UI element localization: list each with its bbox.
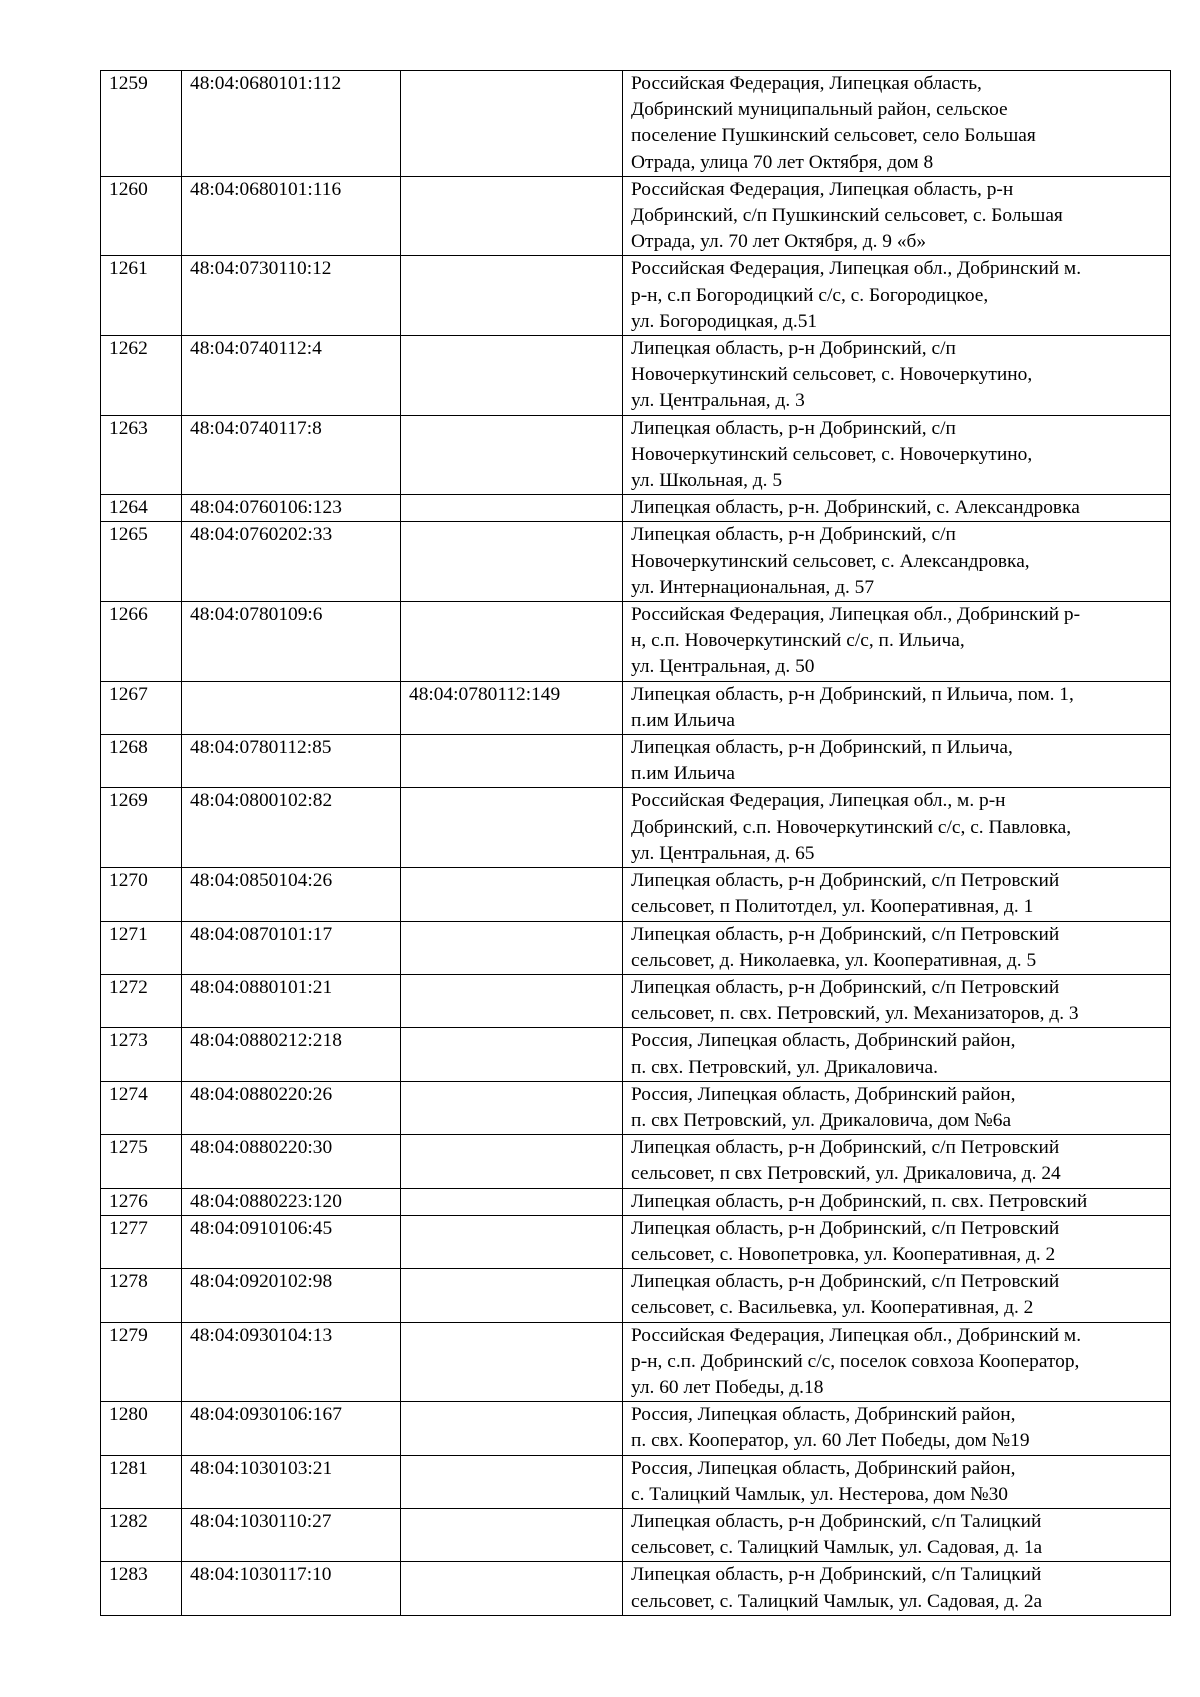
row-number-cell: 1274 xyxy=(101,1081,182,1134)
address-cell: Липецкая область, р-н Добринский, с/п Новочеркутинский сельсовет, с. Новочеркутино, ул. Школьная, д. 5 xyxy=(623,415,1171,495)
related-cadastral-number-cell xyxy=(401,256,623,336)
row-number-cell: 1270 xyxy=(101,868,182,921)
table-row xyxy=(101,735,1171,788)
address-cell: Липецкая область, р-н Добринский, с/п Петровский сельсовет, с. Васильевка, ул. Кооперативная, д. 2 xyxy=(623,1269,1171,1322)
table-row xyxy=(101,1455,1171,1508)
related-cadastral-number-cell xyxy=(401,1455,623,1508)
address-cell: Липецкая область, р-н. Добринский, с. Александровка xyxy=(623,495,1171,522)
table-row xyxy=(101,681,1171,734)
cadastral-number-cell: 48:04:0930106:167 xyxy=(182,1402,401,1455)
cadastral-number-cell: 48:04:0880220:30 xyxy=(182,1135,401,1188)
row-number-cell: 1282 xyxy=(101,1508,182,1561)
row-number-cell: 1283 xyxy=(101,1562,182,1615)
related-cadastral-number-cell xyxy=(401,71,623,177)
row-number-cell: 1259 xyxy=(101,71,182,177)
table-row xyxy=(101,1402,1171,1455)
address-cell: Липецкая область, р-н Добринский, с/п Петровский сельсовет, п. свх. Петровский, ул. Механизаторов, д. 3 xyxy=(623,974,1171,1027)
row-number-cell: 1262 xyxy=(101,336,182,416)
related-cadastral-number-cell xyxy=(401,735,623,788)
address-cell: Липецкая область, р-н Добринский, п Ильича, п.им Ильича xyxy=(623,735,1171,788)
cadastral-number-cell: 48:04:0780112:85 xyxy=(182,735,401,788)
address-cell: Липецкая область, р-н Добринский, с/п Петровский сельсовет, п Политотдел, ул. Кооперативная, д. 1 xyxy=(623,868,1171,921)
cadastral-number-cell: 48:04:0740117:8 xyxy=(182,415,401,495)
table-row xyxy=(101,1188,1171,1215)
address-cell: Липецкая область, р-н Добринский, с/п Новочеркутинский сельсовет, с. Александровка, ул. Интернациональная, д. 57 xyxy=(623,522,1171,602)
cadastral-number-cell: 48:04:0910106:45 xyxy=(182,1215,401,1268)
related-cadastral-number-cell xyxy=(401,1322,623,1402)
row-number-cell: 1264 xyxy=(101,495,182,522)
row-number-cell: 1272 xyxy=(101,974,182,1027)
table-row xyxy=(101,1269,1171,1322)
row-number-cell: 1273 xyxy=(101,1028,182,1081)
cadastral-number-cell: 48:04:0680101:112 xyxy=(182,71,401,177)
related-cadastral-number-cell xyxy=(401,1215,623,1268)
cadastral-number-cell: 48:04:0880220:26 xyxy=(182,1081,401,1134)
address-cell: Россия, Липецкая область, Добринский район, с. Талицкий Чамлык, ул. Нестерова, дом №30 xyxy=(623,1455,1171,1508)
address-cell: Российская Федерация, Липецкая обл., Добринский м. р-н, с.п Богородицкий с/с, с. Богородицкое, ул. Богородицкая, д.51 xyxy=(623,256,1171,336)
related-cadastral-number-cell xyxy=(401,495,623,522)
row-number-cell: 1269 xyxy=(101,788,182,868)
related-cadastral-number-cell xyxy=(401,415,623,495)
row-number-cell: 1279 xyxy=(101,1322,182,1402)
row-number-cell: 1281 xyxy=(101,1455,182,1508)
related-cadastral-number-cell xyxy=(401,1188,623,1215)
address-cell: Россия, Липецкая область, Добринский район, п. свх Петровский, ул. Дрикаловича, дом №6а xyxy=(623,1081,1171,1134)
address-cell: Российская Федерация, Липецкая обл., м. р-н Добринский, с.п. Новочеркутинский с/с, с. Павловка, ул. Центральная, д. 65 xyxy=(623,788,1171,868)
cadastral-number-cell: 48:04:0920102:98 xyxy=(182,1269,401,1322)
related-cadastral-number-cell xyxy=(401,788,623,868)
row-number-cell: 1260 xyxy=(101,176,182,256)
row-number-cell: 1265 xyxy=(101,522,182,602)
address-cell: Липецкая область, р-н Добринский, с/п Петровский сельсовет, п свх Петровский, ул. Дрикаловича, д. 24 xyxy=(623,1135,1171,1188)
related-cadastral-number-cell xyxy=(401,1402,623,1455)
address-cell: Липецкая область, р-н Добринский, с/п Новочеркутинский сельсовет, с. Новочеркутино, ул. Центральная, д. 3 xyxy=(623,336,1171,416)
row-number-cell: 1271 xyxy=(101,921,182,974)
table-row xyxy=(101,1135,1171,1188)
table-row xyxy=(101,868,1171,921)
address-cell: Липецкая область, р-н Добринский, с/п Талицкий сельсовет, с. Талицкий Чамлык, ул. Садовая, д. 1а xyxy=(623,1508,1171,1561)
row-number-cell: 1266 xyxy=(101,602,182,682)
related-cadastral-number-cell xyxy=(401,1508,623,1561)
table-row xyxy=(101,788,1171,868)
row-number-cell: 1268 xyxy=(101,735,182,788)
row-number-cell: 1263 xyxy=(101,415,182,495)
table-row xyxy=(101,1322,1171,1402)
cadastral-number-cell: 48:04:0740112:4 xyxy=(182,336,401,416)
related-cadastral-number-cell xyxy=(401,868,623,921)
row-number-cell: 1280 xyxy=(101,1402,182,1455)
row-number-cell: 1277 xyxy=(101,1215,182,1268)
cadastral-number-cell: 48:04:0880212:218 xyxy=(182,1028,401,1081)
related-cadastral-number-cell xyxy=(401,974,623,1027)
address-cell: Липецкая область, р-н Добринский, п. свх. Петровский xyxy=(623,1188,1171,1215)
related-cadastral-number-cell xyxy=(401,336,623,416)
address-cell: Российская Федерация, Липецкая область, р-н Добринский, с/п Пушкинский сельсовет, с. Большая Отрада, ул. 70 лет Октября, д. 9 «б» xyxy=(623,176,1171,256)
row-number-cell: 1267 xyxy=(101,681,182,734)
cadastral-number-cell: 48:04:0760106:123 xyxy=(182,495,401,522)
table-row xyxy=(101,1215,1171,1268)
cadastral-number-cell: 48:04:0800102:82 xyxy=(182,788,401,868)
address-cell: Российская Федерация, Липецкая обл., Добринский м. р-н, с.п. Добринский с/с, поселок совхоза Кооператор, ул. 60 лет Победы, д.18 xyxy=(623,1322,1171,1402)
table-row xyxy=(101,336,1171,416)
cadastral-number-cell: 48:04:0780109:6 xyxy=(182,602,401,682)
related-cadastral-number-cell xyxy=(401,1562,623,1615)
table-row xyxy=(101,974,1171,1027)
address-cell: Липецкая область, р-н Добринский, с/п Талицкий сельсовет, с. Талицкий Чамлык, ул. Садовая, д. 2а xyxy=(623,1562,1171,1615)
cadastral-number-cell: 48:04:0680101:116 xyxy=(182,176,401,256)
table-row xyxy=(101,495,1171,522)
cadastral-number-cell: 48:04:1030117:10 xyxy=(182,1562,401,1615)
related-cadastral-number-cell xyxy=(401,1028,623,1081)
row-number-cell: 1278 xyxy=(101,1269,182,1322)
related-cadastral-number-cell xyxy=(401,1135,623,1188)
table-row xyxy=(101,1562,1171,1615)
cadastral-number-cell: 48:04:0930104:13 xyxy=(182,1322,401,1402)
table-row xyxy=(101,71,1171,177)
related-cadastral-number-cell xyxy=(401,1081,623,1134)
table-body xyxy=(101,71,1171,1616)
related-cadastral-number-cell xyxy=(401,1269,623,1322)
table-row xyxy=(101,176,1171,256)
related-cadastral-number-cell xyxy=(401,921,623,974)
related-cadastral-number-cell: 48:04:0780112:149 xyxy=(401,681,623,734)
cadastral-number-cell: 48:04:0880223:120 xyxy=(182,1188,401,1215)
table-row xyxy=(101,522,1171,602)
address-cell: Россия, Липецкая область, Добринский район, п. свх. Петровский, ул. Дрикаловича. xyxy=(623,1028,1171,1081)
address-cell: Российская Федерация, Липецкая область, Добринский муниципальный район, сельское поселение Пушкинский сельсовет, село Большая Отрада, улица 70 лет Октября, дом 8 xyxy=(623,71,1171,177)
row-number-cell: 1275 xyxy=(101,1135,182,1188)
table-row xyxy=(101,921,1171,974)
address-cell: Липецкая область, р-н Добринский, с/п Петровский сельсовет, д. Николаевка, ул. Кооперативная, д. 5 xyxy=(623,921,1171,974)
cadastral-number-cell xyxy=(182,681,401,734)
address-cell: Российская Федерация, Липецкая обл., Добринский р- н, с.п. Новочеркутинский с/с, п. Ильича, ул. Центральная, д. 50 xyxy=(623,602,1171,682)
table-row xyxy=(101,1508,1171,1561)
cadastral-number-cell: 48:04:0880101:21 xyxy=(182,974,401,1027)
table-row xyxy=(101,1081,1171,1134)
cadastral-number-cell: 48:04:1030103:21 xyxy=(182,1455,401,1508)
table-row xyxy=(101,602,1171,682)
row-number-cell: 1276 xyxy=(101,1188,182,1215)
address-cell: Россия, Липецкая область, Добринский район, п. свх. Кооператор, ул. 60 Лет Победы, дом №19 xyxy=(623,1402,1171,1455)
cadastral-number-cell: 48:04:1030110:27 xyxy=(182,1508,401,1561)
related-cadastral-number-cell xyxy=(401,602,623,682)
property-register-table xyxy=(100,70,1171,1616)
related-cadastral-number-cell xyxy=(401,522,623,602)
table-row xyxy=(101,256,1171,336)
table-row xyxy=(101,415,1171,495)
cadastral-number-cell: 48:04:0870101:17 xyxy=(182,921,401,974)
document-page xyxy=(100,70,1170,1616)
cadastral-number-cell: 48:04:0730110:12 xyxy=(182,256,401,336)
table-row xyxy=(101,1028,1171,1081)
related-cadastral-number-cell xyxy=(401,176,623,256)
address-cell: Липецкая область, р-н Добринский, п Ильича, пом. 1, п.им Ильича xyxy=(623,681,1171,734)
address-cell: Липецкая область, р-н Добринский, с/п Петровский сельсовет, с. Новопетровка, ул. Кооперативная, д. 2 xyxy=(623,1215,1171,1268)
cadastral-number-cell: 48:04:0760202:33 xyxy=(182,522,401,602)
cadastral-number-cell: 48:04:0850104:26 xyxy=(182,868,401,921)
row-number-cell: 1261 xyxy=(101,256,182,336)
